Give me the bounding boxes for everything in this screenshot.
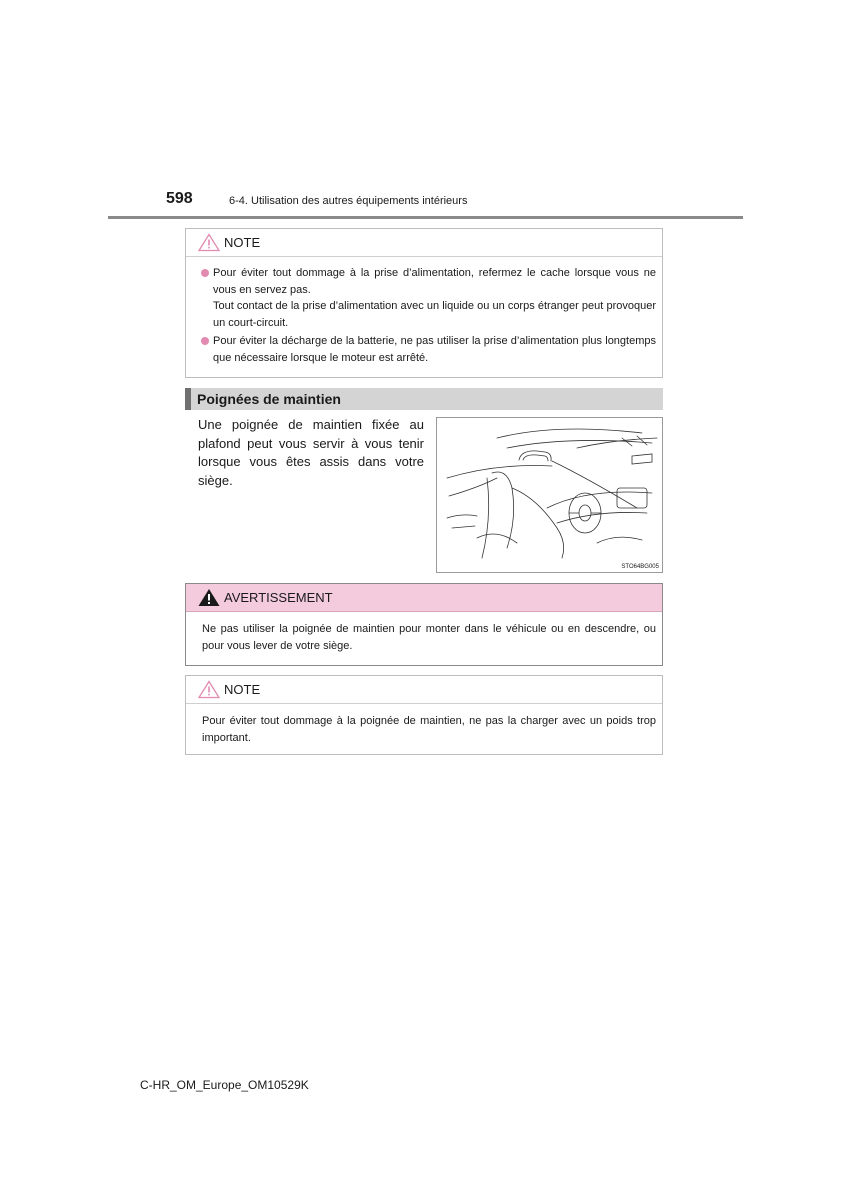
car-interior-illustration	[436, 417, 663, 573]
illustration-code: STO64BG005	[621, 564, 659, 570]
note-text: Pour éviter tout dommage à la prise d’alimentation, refermez le cache lorsque vous ne vous en servez pas.	[213, 267, 656, 296]
list-item	[201, 333, 656, 366]
note-text: Pour éviter tout dommage à la poignée de maintien, ne pas la charger avec un poids trop important.	[202, 715, 656, 744]
note-text: Pour éviter la décharge de la batterie, ne pas utiliser la prise d’alimentation plus longtemps que nécessaire lorsque le moteur est arrêté.	[213, 335, 656, 364]
warning-box-header	[186, 584, 662, 612]
assist-grip-drawing	[437, 418, 662, 572]
section-title: 6-4. Utilisation des autres équipements intérieurs	[229, 195, 468, 207]
note-box-assist-grip	[185, 675, 663, 755]
warning-box	[185, 583, 663, 666]
bullet-icon	[201, 269, 209, 277]
warning-text: Ne pas utiliser la poignée de maintien pour monter dans le véhicule ou en descendre, ou pour vous lever de votre siège.	[202, 623, 656, 652]
warning-title: AVERTISSEMENT	[224, 590, 333, 605]
note-box-header	[186, 229, 662, 257]
intro-text: Une poignée de maintien fixée au plafond peut vous servir à vous tenir lorsque vous êtes assis dans votre siège.	[198, 417, 424, 488]
caution-outline-icon	[198, 233, 220, 252]
footer-code: C-HR_OM_Europe_OM10529K	[140, 1078, 309, 1092]
bullet-icon	[201, 337, 209, 345]
note-box-power-outlet	[185, 228, 663, 378]
note-body	[186, 257, 662, 376]
note-title: NOTE	[224, 235, 261, 250]
note-box-header	[186, 676, 662, 704]
header-rule	[108, 216, 743, 219]
caution-outline-icon	[198, 680, 220, 699]
list-item	[201, 265, 656, 331]
warning-triangle-icon	[198, 588, 220, 607]
page-number: 598	[166, 190, 193, 207]
section-heading: Poignées de maintien	[185, 388, 663, 410]
note-title: NOTE	[224, 682, 261, 697]
note-text: Tout contact de la prise d’alimentation avec un liquide ou un corps étranger peut provoquer un court-circuit.	[213, 300, 656, 329]
